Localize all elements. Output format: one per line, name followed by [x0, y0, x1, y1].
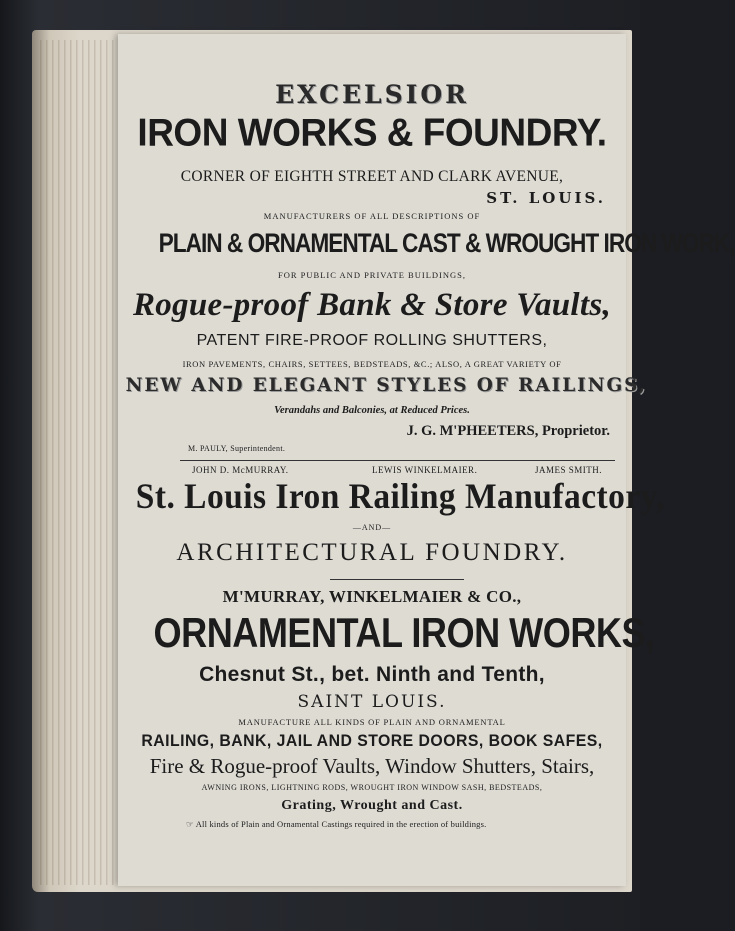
architectural-foundry-line: ARCHITECTURAL FOUNDRY.	[176, 539, 568, 566]
partner-name: JAMES SMITH.	[534, 465, 602, 475]
manufacturers-line: MANUFACTURERS OF ALL DESCRIPTIONS OF	[263, 211, 481, 221]
excelsior-heading: EXCELSIOR	[275, 80, 469, 109]
proprietor-line: J. G. M'PHEETERS, Proprietor.	[406, 423, 610, 439]
buildings-line: FOR PUBLIC AND PRIVATE BUILDINGS,	[278, 270, 466, 280]
railing-manufactory-title: St. Louis Iron Railing Manufactory,	[135, 476, 665, 516]
product-line: PLAIN & ORNAMENTAL CAST & WROUGHT IRON WORK,	[158, 228, 735, 258]
and-line: —AND—	[352, 523, 392, 532]
fire-vaults-line: Fire & Rogue-proof Vaults, Window Shutters, Stairs,	[149, 754, 595, 778]
saint-louis-line: SAINT LOUIS.	[297, 692, 447, 712]
railings-line: NEW AND ELEGANT STYLES OF RAILINGS,	[125, 374, 648, 396]
footnote-line	[186, 819, 626, 830]
iron-works-title: IRON WORKS & FOUNDRY.	[137, 110, 607, 154]
company-line: M'MURRAY, WINKELMAIER & CO.,	[222, 587, 522, 606]
manufacture-line: MANUFACTURE ALL KINDS OF PLAIN AND ORNAMENTAL	[238, 717, 506, 727]
railing-products-line: RAILING, BANK, JAIL AND STORE DOORS, BOOK SAFES,	[141, 731, 603, 750]
verandahs-line: Verandahs and Balconies, at Reduced Prices.	[274, 405, 470, 416]
awning-line: AWNING IRONS, LIGHTNING RODS, WROUGHT IRON WINDOW SASH, BEDSTEADS,	[201, 783, 543, 792]
footnote-text: All kinds of Plain and Ornamental Castings required in the erection of buildings.	[195, 819, 487, 829]
section-divider	[180, 460, 615, 461]
grating-line: Grating, Wrought and Cast.	[281, 798, 463, 813]
shutters-line: PATENT FIRE-PROOF ROLLING SHUTTERS,	[196, 332, 548, 349]
superintendent-line: M. PAULY, Superintendent.	[188, 444, 286, 453]
short-divider	[330, 579, 464, 580]
pointing-hand-icon: ☞	[186, 819, 196, 829]
street-line: Chesnut St., bet. Ninth and Tenth,	[199, 663, 545, 686]
ornamental-iron-works-title: ORNAMENTAL IRON WORKS,	[153, 609, 655, 656]
city-line: ST. LOUIS.	[486, 189, 606, 207]
address-line: CORNER OF EIGHTH STREET AND CLARK AVENUE,	[180, 168, 564, 185]
page-edges	[40, 40, 120, 885]
vaults-line: Rogue-proof Bank & Store Vaults,	[132, 287, 612, 323]
pavements-line: IRON PAVEMENTS, CHAIRS, SETTEES, BEDSTEADS, &C.; ALSO, A GREAT VARIETY OF	[182, 359, 562, 369]
partner-name: JOHN D. McMURRAY.	[192, 465, 289, 475]
partner-name: LEWIS WINKELMAIER.	[372, 465, 478, 475]
book-page	[118, 34, 735, 886]
